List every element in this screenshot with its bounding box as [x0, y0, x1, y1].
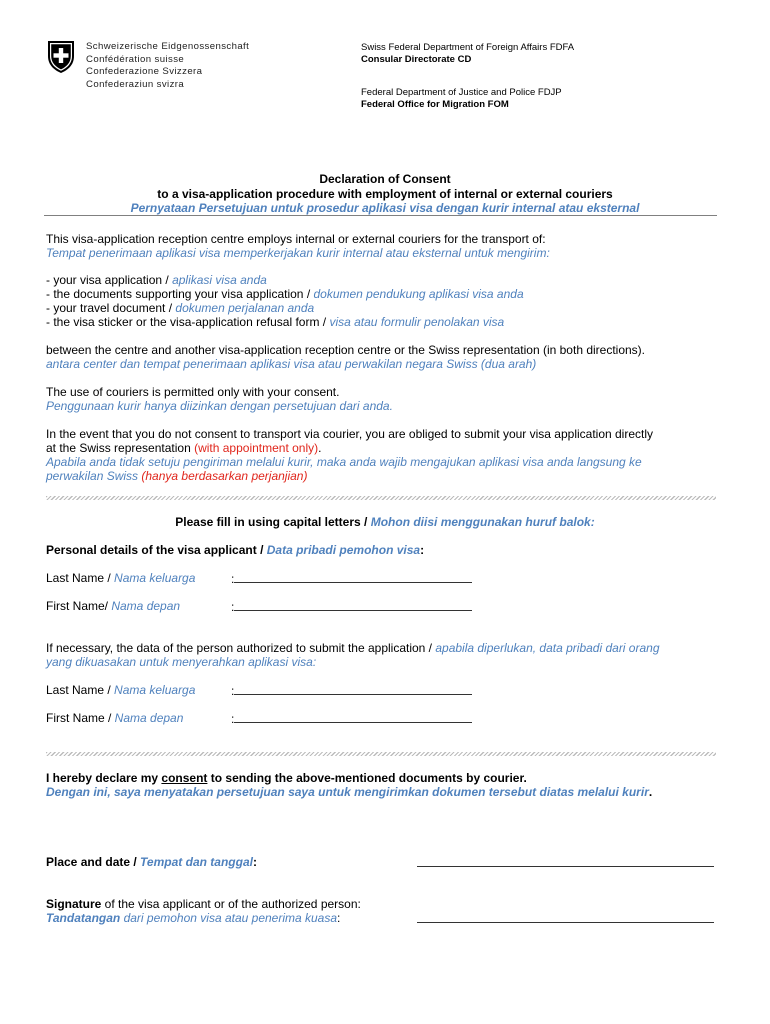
dept2-name: Federal Department of Justice and Police FDJP — [361, 87, 562, 98]
declaration-id: Dengan ini, saya menyatakan persetujuan saya untuk mengirimkan dokumen tersebut diatas melalui kurir. — [46, 785, 653, 799]
title-line2: to a visa-application procedure with employment of internal or external couriers — [157, 186, 613, 201]
signature-label: Signature of the visa applicant or of the authorized person: Tandatangan dari pemohon visa atau penerima kuasa: — [46, 897, 361, 925]
consent-use-paragraph — [46, 385, 393, 413]
document-title — [0, 172, 770, 216]
consent-use-id: Penggunaan kurir hanya diizinkan dengan persetujuan dari anda. — [46, 399, 393, 413]
signature-field[interactable] — [417, 922, 714, 923]
intro-id: Tempat penerimaan aplikasi visa memperkerjakan kurir internal atau eksternal untuk mengirim: — [46, 246, 550, 260]
authorized-last-name-field[interactable]: : — [231, 683, 472, 698]
place-date-field[interactable] — [417, 866, 714, 867]
fill-instruction: Please fill in using capital letters / Mohon diisi menggunakan huruf balok: — [175, 515, 595, 529]
authorized-first-name-label: First Name / Nama depan — [46, 711, 184, 725]
authorized-last-name-label: Last Name / Nama keluarga — [46, 683, 196, 697]
consent-use-en: The use of couriers is permitted only with your consent. — [46, 385, 340, 399]
intro-paragraph — [46, 232, 550, 260]
event-id-line2: perwakilan Swiss (hanya berdasarkan perjanjian) — [46, 469, 308, 483]
between-en: between the centre and another visa-application reception centre or the Swiss representation (in both directions). — [46, 343, 646, 357]
swiss-coat-of-arms-logo — [46, 40, 76, 74]
event-en-line2: at the Swiss representation (with appointment only). — [46, 441, 322, 455]
title-line3: Pernyataan Persetujuan untuk prosedur aplikasi visa dengan kurir internal atau eksternal — [130, 201, 640, 215]
between-paragraph — [46, 343, 645, 371]
declaration-paragraph — [46, 771, 652, 799]
applicant-last-name-label: Last Name / Nama keluarga — [46, 571, 196, 585]
applicant-first-name-label: First Name/ Nama depan — [46, 599, 181, 613]
dept1-name: Swiss Federal Department of Foreign Affairs FDFA — [361, 42, 575, 53]
event-paragraph — [46, 427, 736, 483]
personal-heading: Personal details of the visa applicant / Data pribadi pemohon visa: — [46, 543, 425, 557]
title-line1: Declaration of Consent — [319, 172, 451, 186]
place-date-label: Place and date / Tempat dan tanggal: — [46, 855, 257, 869]
item-list — [46, 273, 524, 329]
declaration-en: I hereby declare my consent to sending the above-mentioned documents by courier. — [46, 771, 527, 785]
authorized-first-name-field[interactable]: : — [231, 711, 472, 726]
title-divider — [44, 215, 717, 216]
list-item: - the visa sticker or the visa-application refusal form / visa atau formulir penolakan visa — [46, 315, 505, 329]
section-divider — [46, 496, 716, 500]
dept2-sub: Federal Office for Migration FOM — [361, 99, 509, 110]
list-item: - the documents supporting your visa application / dokumen pendukung aplikasi visa anda — [46, 287, 524, 301]
logo-line-it: Confederazione Svizzera — [86, 66, 203, 78]
header-right — [361, 42, 574, 111]
list-item: - your travel document / dokumen perjalanan anda — [46, 301, 315, 315]
section-divider — [46, 752, 716, 756]
logo-line-rm: Confederaziun svizra — [86, 78, 185, 90]
intro-en: This visa-application reception centre employs internal or external couriers for the transport of: — [46, 232, 546, 246]
logo-wordmark — [86, 41, 249, 91]
logo-line-fr: Confédération suisse — [86, 53, 185, 65]
event-en-line1: In the event that you do not consent to transport via courier, you are obliged to submit your visa application directly — [46, 427, 654, 441]
logo-line-de: Schweizerische Eidgenossenschaft — [86, 41, 250, 52]
between-id: antara center dan tempat penerimaan aplikasi visa atau perwakilan negara Swiss (dua arah) — [46, 357, 537, 371]
applicant-first-name-field[interactable]: : — [231, 599, 472, 614]
list-item: - your visa application / aplikasi visa anda — [46, 273, 267, 287]
authorized-heading: If necessary, the data of the person authorized to submit the application / apabila diperlukan, data pribadi dari orang yang dikuasakan untuk menyerahkan aplikasi visa: — [46, 641, 660, 669]
applicant-last-name-field[interactable]: : — [231, 571, 472, 586]
dept1-sub: Consular Directorate CD — [361, 54, 472, 65]
event-id-line1: Apabila anda tidak setuju pengiriman melalui kurir, maka anda wajib mengajukan aplikasi visa anda langsung ke — [46, 455, 642, 469]
